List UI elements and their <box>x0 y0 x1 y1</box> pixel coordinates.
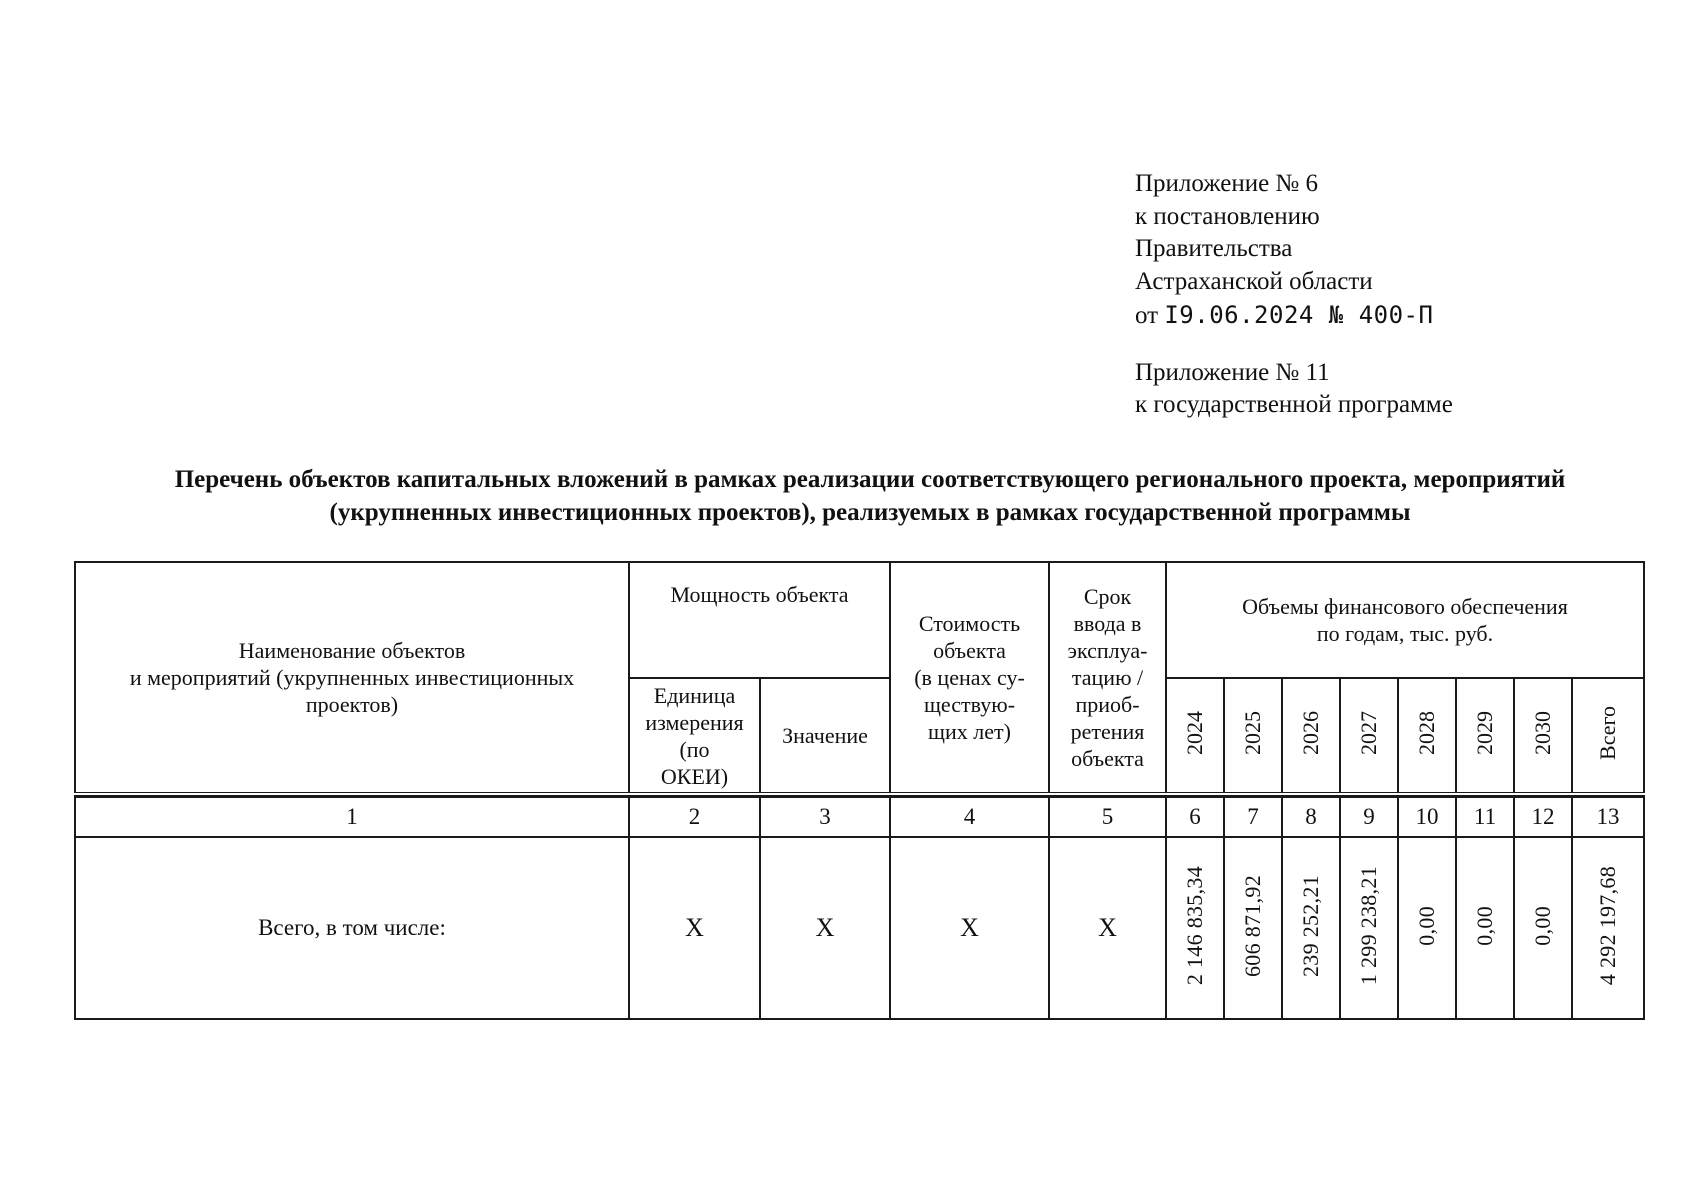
header-funding <box>1166 562 1644 678</box>
document-title-line: (укрупненных инвестиционных проектов), реализуемых в рамках государственной программы <box>329 499 1411 526</box>
header-text: Стоимость <box>918 611 1021 636</box>
row-amount-2027 <box>1340 837 1398 1019</box>
header-year-2029 <box>1456 678 1514 794</box>
header-text: ввода в <box>1073 611 1142 636</box>
header-text: объекта <box>933 638 1006 663</box>
appendix-line: Приложение № 11 <box>1135 358 1330 386</box>
amount-value: 4 292 197,68 <box>1595 865 1620 986</box>
column-number: 11 <box>1456 797 1514 837</box>
header-text: ОКЕИ) <box>660 763 729 789</box>
appendix-block <box>1135 168 1453 422</box>
amount-value: 0,00 <box>1472 905 1497 946</box>
appendix-line: Астраханской области <box>1135 267 1373 295</box>
header-year-2027 <box>1340 678 1398 794</box>
header-text: ретения <box>1070 719 1145 744</box>
row-cost: Х <box>890 837 1049 1019</box>
year-label: 2028 <box>1414 711 1439 755</box>
row-unit: Х <box>629 837 760 1019</box>
year-label: 2025 <box>1240 711 1265 755</box>
column-number: 7 <box>1224 797 1282 837</box>
row-term: Х <box>1049 837 1166 1019</box>
header-text: Срок <box>1083 584 1132 609</box>
column-number: 4 <box>890 797 1049 837</box>
header-text: проектов) <box>305 692 399 717</box>
column-number: 9 <box>1340 797 1398 837</box>
header-text: и мероприятий (укрупненных инвестиционных <box>129 665 575 690</box>
document-title <box>100 463 1640 529</box>
header-text: Наименование объектов <box>238 638 466 663</box>
header-text: (в ценах су- <box>914 665 1025 690</box>
header-text: измерения <box>645 709 744 735</box>
capital-investments-table <box>74 561 1645 1020</box>
year-label: 2027 <box>1356 711 1381 755</box>
header-unit <box>629 678 760 794</box>
column-number: 8 <box>1282 797 1340 837</box>
row-amount-total <box>1572 837 1644 1019</box>
amount-value: 0,00 <box>1414 905 1439 946</box>
amount-value: 239 252,21 <box>1298 874 1323 977</box>
appendix-line: Правительства <box>1135 235 1293 262</box>
header-value <box>760 678 890 794</box>
resolution-date-line <box>1135 299 1453 333</box>
row-amount-2025 <box>1224 837 1282 1019</box>
column-number-row <box>75 797 1644 837</box>
year-label: 2024 <box>1182 711 1207 755</box>
column-number: 1 <box>75 797 629 837</box>
header-text: по годам, тыс. руб. <box>1316 621 1494 646</box>
amount-value: 2 146 835,34 <box>1182 865 1207 986</box>
column-number: 3 <box>760 797 890 837</box>
spacer <box>1135 333 1453 357</box>
header-year-2028 <box>1398 678 1456 794</box>
appendix-line: к государственной программе <box>1135 391 1453 418</box>
header-text: тацию / <box>1071 665 1144 690</box>
year-label: 2026 <box>1298 711 1323 755</box>
row-amount-2029 <box>1456 837 1514 1019</box>
appendix-line: к постановлению <box>1135 202 1320 230</box>
header-year-2025 <box>1224 678 1282 794</box>
header-text: эксплуа- <box>1067 638 1148 663</box>
row-amount-2028 <box>1398 837 1456 1019</box>
header-text: Объемы финансового обеспечения <box>1242 594 1568 619</box>
appendix-line: Приложение № 6 <box>1135 170 1319 197</box>
column-number: 13 <box>1572 797 1644 837</box>
amount-value: 606 871,92 <box>1240 874 1265 977</box>
year-label: Всего <box>1595 706 1620 760</box>
row-amount-2024 <box>1166 837 1224 1019</box>
header-text: Единица <box>653 682 736 708</box>
amount-value: 1 299 238,21 <box>1356 865 1381 986</box>
row-name: Всего, в том числе: <box>75 837 629 1019</box>
table-row <box>75 837 1644 1019</box>
header-year-2030 <box>1514 678 1572 794</box>
date-stamp: I9.06.2024 № 400-П <box>1164 301 1434 329</box>
header-total <box>1572 678 1644 794</box>
header-text: ществую- <box>923 692 1016 717</box>
header-text: Мощность объекта <box>670 582 849 607</box>
header-text: приоб- <box>1075 692 1140 717</box>
year-label: 2030 <box>1530 711 1555 755</box>
header-commissioning-term <box>1049 562 1166 794</box>
header-text: объекта <box>1071 746 1144 771</box>
row-amount-2030 <box>1514 837 1572 1019</box>
document-title-line: Перечень объектов капитальных вложений в рамках реализации соответствующего регионального проекта, мероприятий <box>174 466 1566 493</box>
header-text: щих лет) <box>928 719 1011 744</box>
row-value: Х <box>760 837 890 1019</box>
column-number: 6 <box>1166 797 1224 837</box>
header-capacity <box>629 562 890 678</box>
header-text: Значение <box>782 723 868 748</box>
year-label: 2029 <box>1472 711 1497 755</box>
column-number: 5 <box>1049 797 1166 837</box>
header-year-2026 <box>1282 678 1340 794</box>
header-text: (по <box>679 736 710 762</box>
date-prefix: от <box>1135 302 1159 329</box>
amount-value: 0,00 <box>1530 905 1555 946</box>
header-object-name <box>75 562 629 794</box>
column-number: 12 <box>1514 797 1572 837</box>
column-number: 2 <box>629 797 760 837</box>
header-cost <box>890 562 1049 794</box>
header-year-2024 <box>1166 678 1224 794</box>
column-number: 10 <box>1398 797 1456 837</box>
row-amount-2026 <box>1282 837 1340 1019</box>
